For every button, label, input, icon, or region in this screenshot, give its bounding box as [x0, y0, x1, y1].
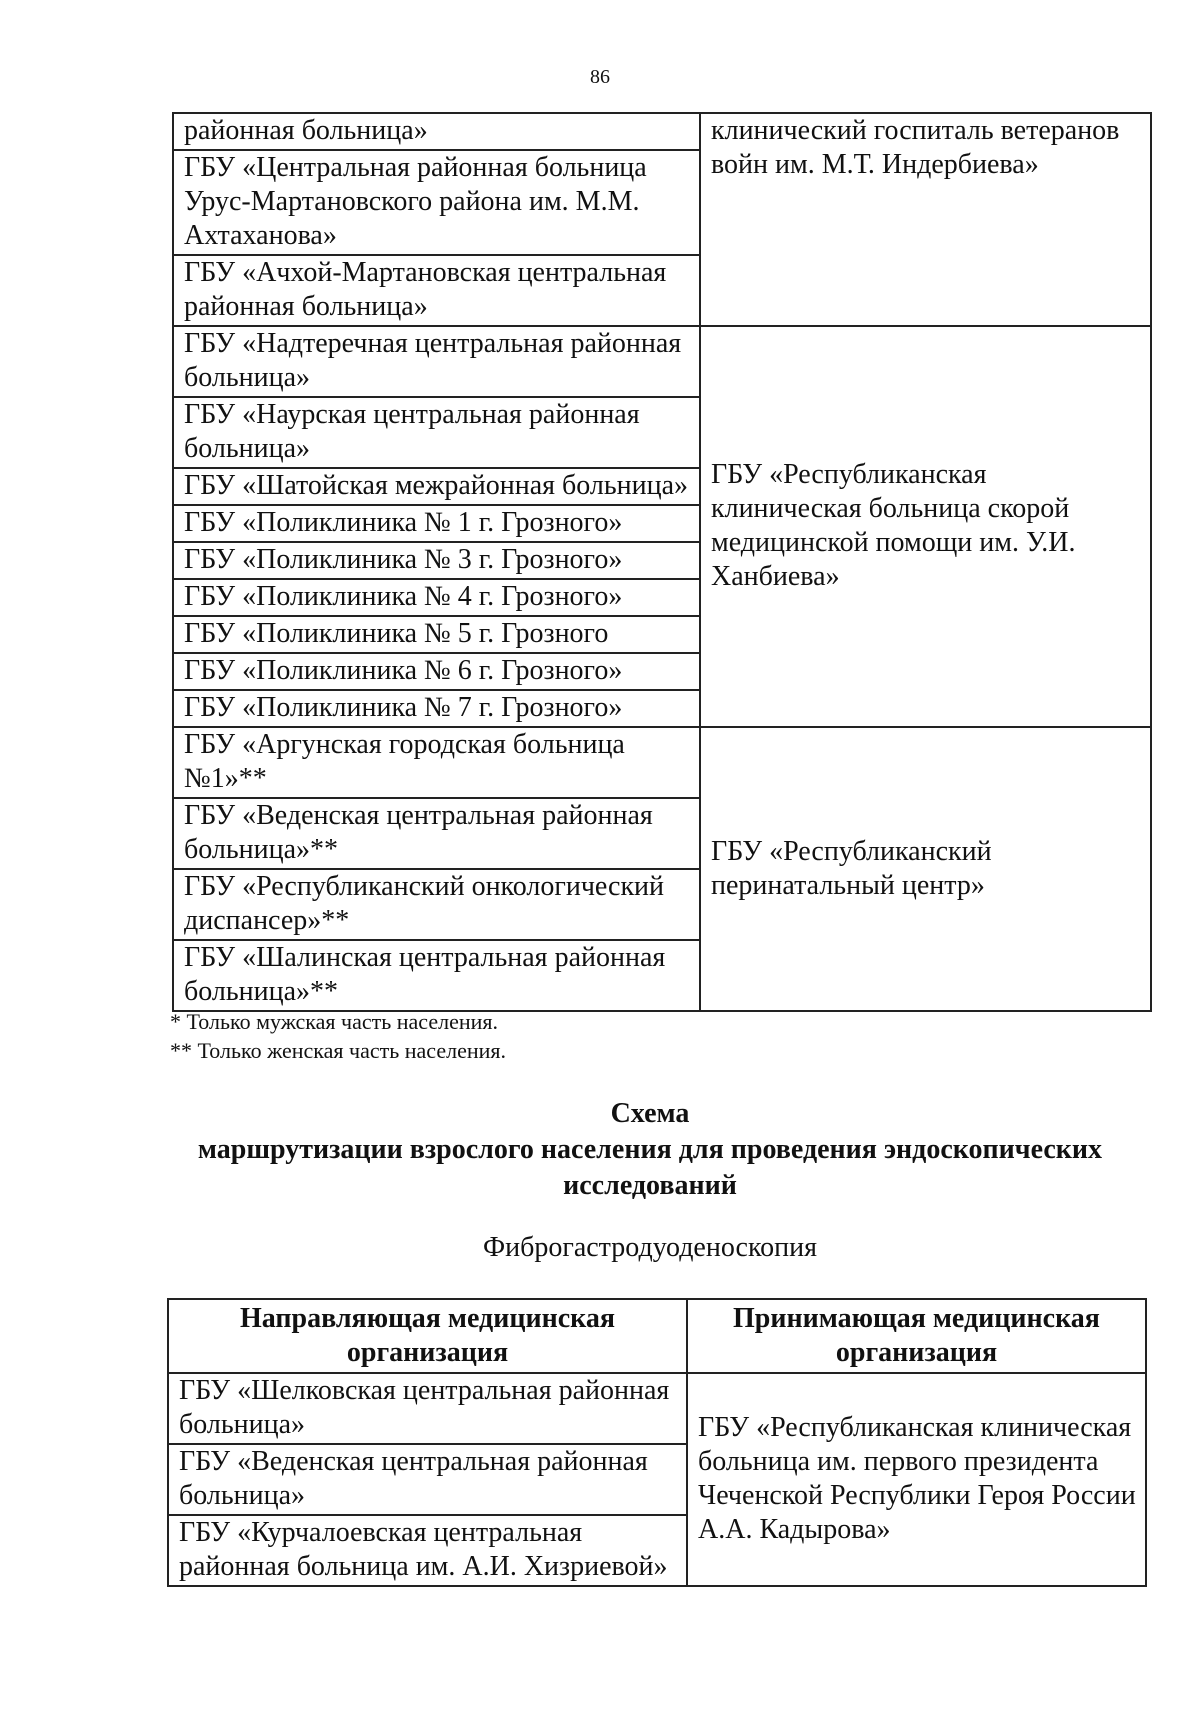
- sending-organization: ГБУ «Веденская центральная районная больница»**: [173, 798, 700, 869]
- receiving-organization: ГБУ «Республиканская клиническая больница скорой медицинской помощи им. У.И. Ханбиева»: [700, 326, 1151, 727]
- sending-organization: ГБУ «Шелковская центральная районная больница»: [168, 1373, 687, 1444]
- sending-organization: ГБУ «Шалинская центральная районная больница»**: [173, 940, 700, 1011]
- sending-organization: ГБУ «Поликлиника № 7 г. Грозного»: [173, 690, 700, 727]
- table-row: [173, 326, 1151, 397]
- table-header-row: [168, 1299, 1146, 1373]
- footnote-men-only: * Только мужская часть населения.: [170, 1009, 499, 1034]
- sending-organization: ГБУ «Ачхой-Мартановская центральная районная больница»: [173, 255, 700, 326]
- receiving-organization: ГБУ «Республиканский перинатальный центр»: [700, 727, 1151, 1011]
- sending-organization: ГБУ «Поликлиника № 1 г. Грозного»: [173, 505, 700, 542]
- routing-table-fgds: [167, 1298, 1147, 1587]
- sending-organization: ГБУ «Наурская центральная районная больница»: [173, 397, 700, 468]
- table-row: [168, 1373, 1146, 1444]
- procedure-subheading: Фиброгастродуоденоскопия: [482, 1232, 818, 1263]
- sending-organization: ГБУ «Шатойская межрайонная больница»: [173, 468, 700, 505]
- sending-organization: ГБУ «Поликлиника № 6 г. Грозного»: [173, 653, 700, 690]
- sending-organization: ГБУ «Надтеречная центральная районная больница»: [173, 326, 700, 397]
- receiving-organization: ГБУ «Республиканская клиническая больница им. первого президента Чеченской Республики Героя России А.А. Кадырова»: [687, 1373, 1146, 1586]
- section-title-line: маршрутизации взрослого населения для проведения эндоскопических: [197, 1134, 1103, 1165]
- sending-organization: ГБУ «Курчалоевская центральная районная больница им. А.И. Хизриевой»: [168, 1515, 687, 1586]
- sending-organization: ГБУ «Поликлиника № 4 г. Грозного»: [173, 579, 700, 616]
- sending-organization: ГБУ «Центральная районная больница Урус-Мартановского района им. М.М. Ахтаханова»: [173, 150, 700, 255]
- column-header-sender: Направляющая медицинская организация: [168, 1299, 687, 1373]
- footnotes: [170, 1007, 506, 1065]
- footnote-women-only: ** Только женская часть населения.: [170, 1038, 507, 1063]
- sending-organization: ГБУ «Веденская центральная районная больница»: [168, 1444, 687, 1515]
- sending-organization: ГБУ «Поликлиника № 5 г. Грозного: [173, 616, 700, 653]
- routing-table-continued: [172, 112, 1152, 1012]
- sending-organization: ГБУ «Республиканский онкологический диспансер»**: [173, 869, 700, 940]
- sending-organization: ГБУ «Поликлиника № 3 г. Грозного»: [173, 542, 700, 579]
- column-header-receiver: Принимающая медицинская организация: [687, 1299, 1146, 1373]
- section-title-line: исследований: [563, 1170, 737, 1201]
- receiving-organization: клинический госпиталь ветеранов войн им. М.Т. Индербиева»: [700, 113, 1151, 326]
- section-heading: [150, 1096, 1150, 1204]
- table-row: [173, 113, 1151, 150]
- section-title-line: Схема: [610, 1098, 690, 1129]
- table-row: [173, 727, 1151, 798]
- sending-organization: районная больница»: [173, 113, 700, 150]
- page-number: 86: [590, 66, 610, 88]
- sending-organization: ГБУ «Аргунская городская больница №1»**: [173, 727, 700, 798]
